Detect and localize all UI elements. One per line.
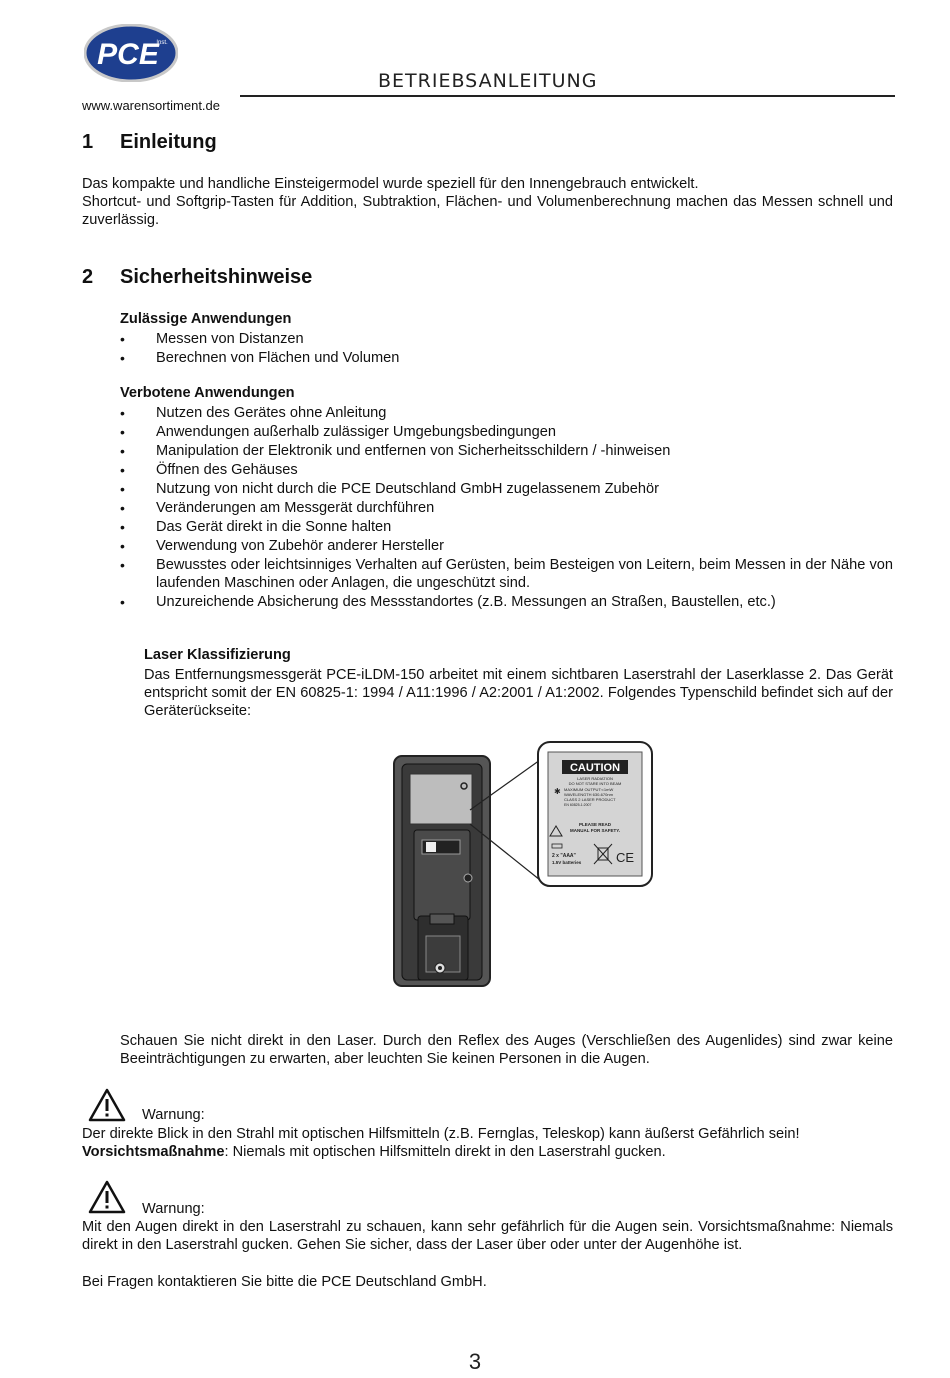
device-label-illustration	[390, 740, 655, 990]
allowed-uses-list	[120, 330, 893, 368]
list-item: • Nutzung von nicht durch die PCE Deutschland GmbH zugelassenem Zubehör	[120, 480, 893, 498]
allowed-uses-heading: Zulässige Anwendungen	[120, 311, 292, 327]
section-1-title: Einleitung	[120, 131, 217, 153]
forbidden-uses-list	[120, 404, 893, 612]
header-divider	[240, 95, 895, 97]
list-item: • Unzureichende Absicherung des Messstandortes (z.B. Messungen an Straßen, Baustellen, etc.)	[120, 593, 893, 611]
section-1-number: 1	[82, 131, 94, 153]
warning-1-text: Der direkte Blick in den Strahl mit optischen Hilfsmitteln (z.B. Fernglas, Teleskop) kann äußerst Gefährlich sein!	[82, 1126, 800, 1142]
page-number: 3	[468, 1349, 482, 1374]
forbidden-uses-heading: Verbotene Anwendungen	[120, 385, 295, 401]
svg-text:MANUAL FOR SAFETY.: MANUAL FOR SAFETY.	[570, 828, 620, 833]
intro-paragraph-2: Shortcut- und Softgrip-Tasten für Addition, Subtraktion, Flächen- und Volumenberechnung machen das Messen schnell und zuverlässig.	[82, 194, 893, 228]
svg-text:1.5V batteries: 1.5V batteries	[552, 860, 582, 865]
section-2-heading	[82, 266, 312, 289]
laser-classification-heading: Laser Klassifizierung	[144, 647, 291, 663]
list-item: • Verwendung von Zubehör anderer Hersteller	[120, 537, 893, 555]
section-2-title: Sicherheitshinweise	[120, 266, 313, 288]
list-item: • Bewusstes oder leichtsinniges Verhalten auf Gerüsten, beim Besteigen von Leitern, beim Messen in der Nähe von laufenden Maschinen oder Anlagen, die ungeschützt sind.	[120, 556, 893, 592]
warning-1-precaution	[82, 1143, 893, 1161]
intro-paragraph-1: Das kompakte und handliche Einsteigermodel wurde speziell für den Innengebrauch entwickelt.	[82, 176, 699, 192]
svg-text:LASER RADIATION: LASER RADIATION	[577, 776, 613, 781]
ce-mark: CE	[616, 850, 635, 865]
warning-2-text: Mit den Augen direkt in den Laserstrahl zu schauen, kann sehr gefährlich für die Augen sein. Vorsichtsmaßnahme: Niemals direkt in den Laserstrahl gucken. Gehen Sie sicher, dass der Laser über oder unter der Augenhöhe ist.	[82, 1219, 893, 1253]
list-item: • Öffnen des Gehäuses	[120, 461, 893, 479]
laser-burst-icon: ✱	[554, 787, 561, 796]
section-2-number: 2	[82, 266, 94, 288]
list-item: • Manipulation der Elektronik und entfernen von Sicherheitsschildern / -hinweisen	[120, 442, 893, 460]
svg-text:WAVELENGTH 630-670nm: WAVELENGTH 630-670nm	[564, 792, 613, 797]
device-label-area	[410, 774, 472, 824]
list-item: • Veränderungen am Messgerät durchführen	[120, 499, 893, 517]
laser-note: Schauen Sie nicht direkt in den Laser. Durch den Reflex des Auges (Verschließen des Augenlides) sind zwar keine Beeinträchtigungen zu erwarten, aber leuchten Sie keinen Personen in die Augen.	[120, 1033, 893, 1067]
warning-1-label: Warnung:	[142, 1107, 205, 1123]
document-title: BETRIEBSANLEITUNG	[378, 70, 598, 92]
caution-text: CAUTION	[569, 762, 621, 774]
list-item: • Messen von Distanzen	[120, 330, 893, 348]
list-item: • Nutzen des Gerätes ohne Anleitung	[120, 404, 893, 422]
list-item: • Anwendungen außerhalb zulässiger Umgebungsbedingungen	[120, 423, 893, 441]
precaution-text: : Niemals mit optischen Hilfsmitteln direkt in den Laserstrahl gucken.	[224, 1144, 666, 1160]
logo-text: PCE	[97, 38, 159, 71]
svg-text:CLASS 2 LASER PRODUCT: CLASS 2 LASER PRODUCT	[564, 797, 616, 802]
list-item: • Berechnen von Flächen und Volumen	[120, 349, 893, 367]
svg-text:PLEASE READ: PLEASE READ	[578, 822, 612, 827]
svg-text:2 x "AAA": 2 x "AAA"	[552, 853, 576, 859]
website-link[interactable]: www.warensortiment.de	[82, 98, 220, 113]
svg-text:DO NOT STARE INTO BEAM: DO NOT STARE INTO BEAM	[568, 781, 622, 786]
svg-text:EN 60825-1:2007: EN 60825-1:2007	[564, 803, 592, 807]
pce-logo	[84, 24, 178, 82]
section-1-heading	[82, 131, 217, 154]
warning-icon	[88, 1180, 126, 1214]
list-item: • Das Gerät direkt in die Sonne halten	[120, 518, 893, 536]
logo-sub: Inst.	[156, 40, 168, 46]
precaution-label: Vorsichtsmaßnahme	[82, 1144, 225, 1160]
svg-text:MAXIMUM OUTPUT:<1mW: MAXIMUM OUTPUT:<1mW	[564, 787, 614, 792]
warning-2-label: Warnung:	[142, 1201, 205, 1217]
contact-note: Bei Fragen kontaktieren Sie bitte die PCE Deutschland GmbH.	[82, 1274, 487, 1290]
warning-icon	[88, 1088, 126, 1122]
laser-classification-text: Das Entfernungsmessgerät PCE-iLDM-150 arbeitet mit einem sichtbaren Laserstrahl der Laserklasse 2. Das Gerät entspricht somit der EN 60825-1: 1994 / A11:1996 / A2:2001 / A1:2002. Folgendes Typenschild befindet sich auf der Geräterückseite:	[144, 667, 893, 719]
